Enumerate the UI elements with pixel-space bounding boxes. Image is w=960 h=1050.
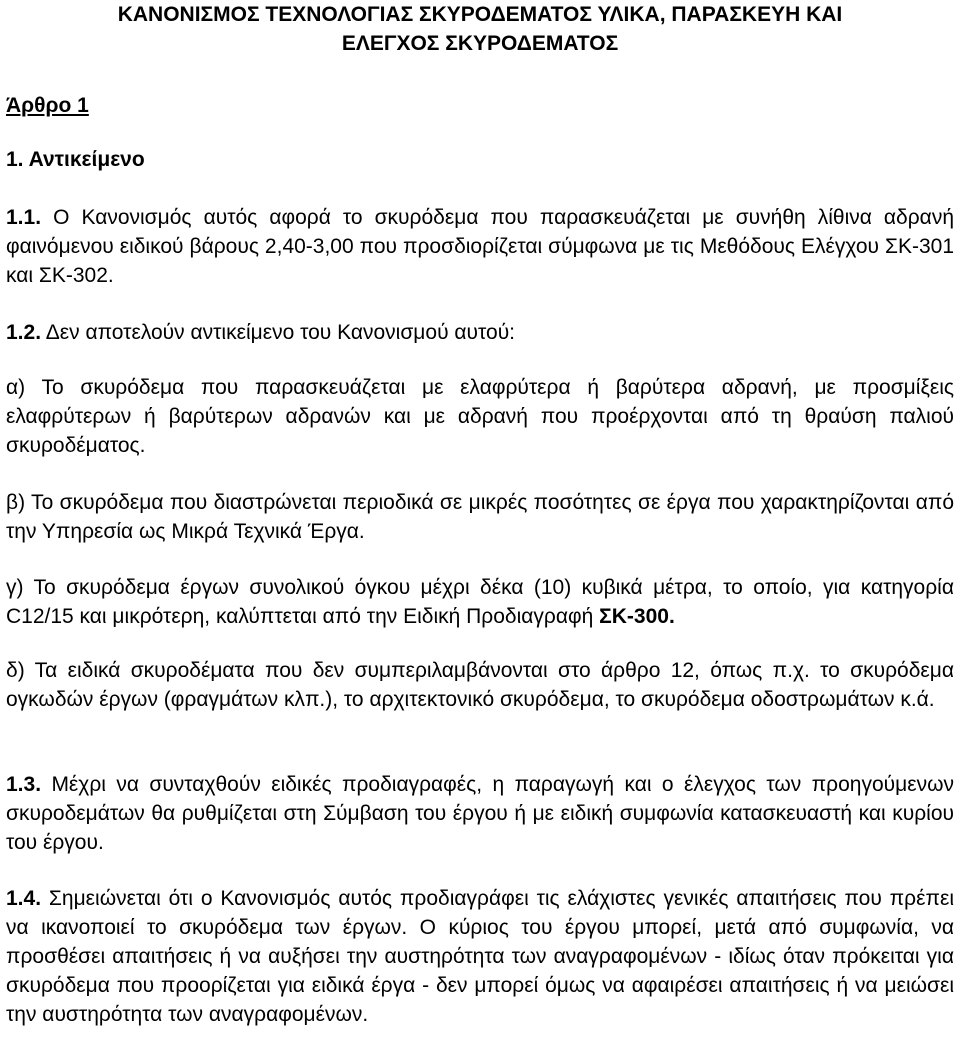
list-item-text: β) Το σκυρόδεμα που διαστρώνεται περιοδικά σε μικρές ποσότητες σε έργα που χαρακτηρίζονται από την Υπηρεσία ως Μικρά Τεχνικά Έργα. (6, 491, 954, 543)
paragraph-number: 1.3. (6, 773, 42, 796)
document-title-line-1: ΚΑΝΟΝΙΣΜΟΣ ΤΕΧΝΟΛΟΓΙΑΣ ΣΚΥΡΟΔΕΜΑΤΟΣ ΥΛΙΚΑ, ΠΑΡΑΣΚΕΥΗ ΚΑΙ (117, 3, 843, 26)
list-item-a (6, 373, 954, 460)
paragraph-text: Ο Κανονισμός αυτός αφορά το σκυρόδεμα που παρασκευάζεται με συνήθη λίθινα αδρανή φαινόμενου ειδικού βάρους 2,40-3,00 που προσδιορίζεται σύμφωνα με τις Μεθόδους Ελέγχου ΣΚ-301 και ΣΚ-302. (6, 206, 954, 287)
paragraph-1-3 (6, 770, 954, 857)
paragraph-1-2 (6, 318, 954, 347)
paragraph-number: 1.2. (6, 321, 42, 344)
list-item-c (6, 573, 954, 631)
list-item-text: δ) Τα ειδικά σκυροδέματα που δεν συμπεριλαμβάνονται στο άρθρο 12, όπως π.χ. το σκυρόδεμα ογκωδών έργων (φραγμάτων κλπ.), το αρχιτεκτονικό σκυρόδεμα, το σκυρόδεμα οδοστρωμάτων κ.ά. (6, 659, 954, 711)
paragraph-1-4 (6, 884, 954, 1029)
paragraph-text: Σημειώνεται ότι ο Κανονισμός αυτός προδιαγράφει τις ελάχιστες γενικές απαιτήσεις που πρέπει να ικανοποιεί το σκυρόδεμα των έργων. Ο κύριος του έργου μπορεί, μετά από συμφωνία, να προσθέσει απαιτήσεις ή να αυξήσει την αυστηρότητα των αναγραφομένων - ιδίως όταν πρόκειται για σκυρόδεμα που προορίζεται για ειδικά έργα - δεν μπορεί όμως να αφαιρέσει απαιτήσεις ή να μειώσει την αυστηρότητα των αναγραφομένων. (6, 887, 954, 1026)
list-item-text: α) Το σκυρόδεμα που παρασκευάζεται με ελαφρύτερα ή βαρύτερα αδρανή, με προσμίξεις ελαφρύτερων ή βαρύτερων αδρανών και με αδρανή που προέρχονται από τη θραύση παλιού σκυροδέματος. (6, 376, 954, 457)
specification-code: ΣΚ-300. (599, 605, 675, 628)
article-heading: Άρθρο 1 (6, 94, 89, 117)
paragraph-1-1 (6, 203, 954, 290)
paragraph-number: 1.4. (6, 887, 42, 910)
paragraph-text: Μέχρι να συνταχθούν ειδικές προδιαγραφές, η παραγωγή και ο έλεγχος των προηγούμενων σκυροδεμάτων θα ρυθμίζεται στη Σύμβαση του έργου ή με ειδική συμφωνία κατασκευαστή και κυρίου του έργου. (6, 773, 954, 854)
document-title-line-2: ΕΛΕΓΧΟΣ ΣΚΥΡΟΔΕΜΑΤΟΣ (341, 32, 619, 55)
list-item-text: γ) Το σκυρόδεμα έργων συνολικού όγκου μέχρι δέκα (10) κυβικά μέτρα, το οποίο, για κατηγορία C12/15 και μικρότερη, καλύπτεται από την Ειδική Προδιαγραφή (6, 576, 954, 628)
list-item-b (6, 488, 954, 546)
paragraph-text: Δεν αποτελούν αντικείμενο του Κανονισμού αυτού: (45, 321, 516, 344)
document-title (6, 0, 954, 58)
section-heading: 1. Αντικείμενο (6, 148, 145, 171)
list-item-d (6, 656, 954, 714)
paragraph-number: 1.1. (6, 206, 42, 229)
